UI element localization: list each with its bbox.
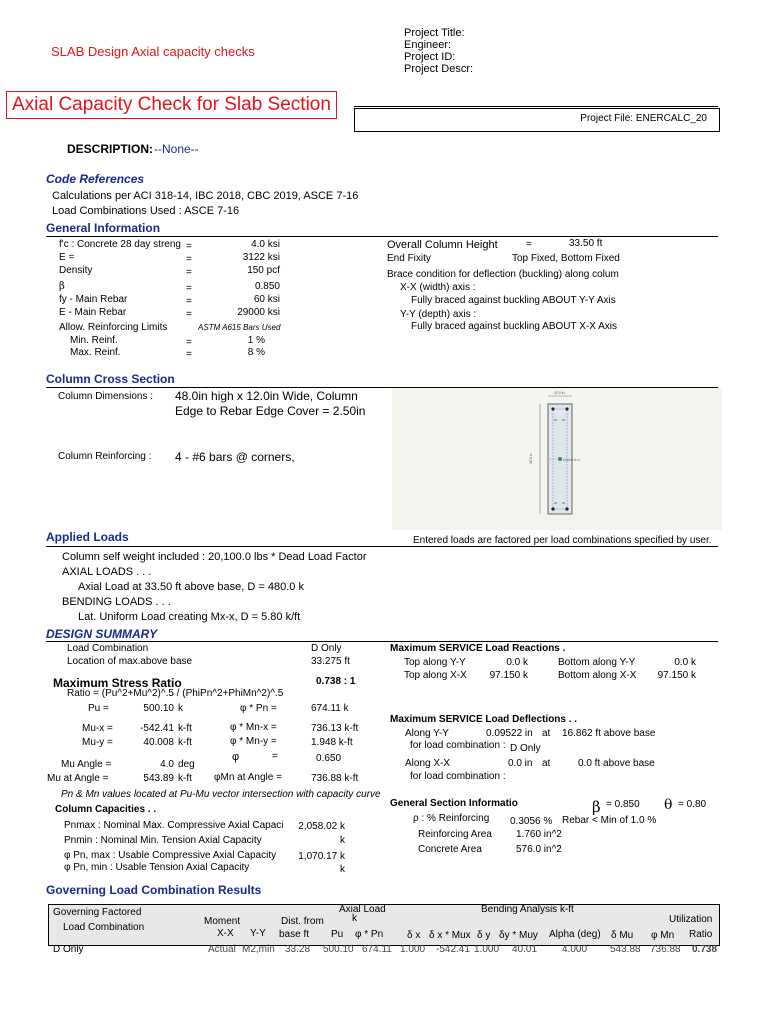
th-axial-unit: k (352, 913, 357, 924)
phi-label: φ (232, 751, 240, 763)
reaction-top-yy-label: Top along Y-Y (404, 657, 466, 668)
bar-label-bottom-left: #6 (554, 501, 558, 505)
gsi-beta-symbol: β (592, 798, 601, 816)
row-dy: 1.000 (474, 944, 500, 955)
defl-yy-combo: D Only (510, 743, 541, 754)
deflections-heading: Maximum SERVICE Load Deflections . . (390, 714, 578, 725)
row-ratio: 0.738 (692, 944, 718, 955)
defl-yy-at: at (542, 728, 551, 739)
th-load-combination: Load Combination (63, 922, 145, 933)
pnmax-value: 2,058.02 k (298, 821, 345, 832)
reinf-spec: ASTM A615 Bars Used (198, 323, 281, 332)
bending-load-line: Lat. Uniform Load creating Mx-x, D = 5.80 k/ft (78, 611, 301, 623)
mn-at-angle-value: 736.88 k-ft (311, 773, 359, 784)
applied-loads-note: Entered loads are factored per load combinations specified by user. (413, 535, 712, 546)
col-height-value: 33.50 ft (569, 238, 603, 249)
axial-loads-title: AXIAL LOADS . . . (62, 566, 152, 578)
phi-eq: = (272, 751, 278, 762)
max-reinf-label: Max. Reinf. (70, 347, 121, 358)
defl-xx-at: at (542, 758, 551, 769)
th-dxmux: δ x * Mux (429, 930, 471, 941)
rebar-bar-1 (551, 407, 554, 410)
side-dim-text: 48.0 in (529, 453, 533, 464)
defl-yy-combo-label: for load combination : (410, 740, 506, 751)
project-info (404, 27, 473, 75)
row-dmu: 543.88 (610, 944, 641, 955)
pnmin-value: k (340, 835, 345, 846)
load-point-marker (558, 457, 562, 461)
design-summary-heading: DESIGN SUMMARY (46, 627, 158, 641)
reinf-limits-label: Allow. Reinforcing Limits (59, 322, 168, 333)
mux-unit: k-ft (178, 723, 192, 734)
general-props-labels (59, 238, 181, 319)
brace-label: Brace condition for deflection (buckling) along colum (387, 269, 619, 280)
phipnmax-label: φ Pn, max : Usable Compressive Axial Capacity (64, 850, 277, 861)
mux-value: -542.41 (140, 723, 174, 734)
col-reinf-value: 4 - #6 bars @ corners, (175, 450, 295, 464)
rebar-bar-4 (565, 507, 568, 510)
load-point-text: Load Pt X=0 (563, 458, 580, 462)
project-descr-label: Project Descr: (404, 63, 474, 75)
defl-xx-value: 0.0 in (508, 758, 533, 769)
beta-value: 0.850 (254, 281, 280, 292)
engineer-label: Engineer: (404, 39, 452, 51)
th-dmu: δ Mu (611, 930, 634, 941)
governing-table-header (48, 904, 720, 946)
description-label: DESCRIPTION: (67, 142, 154, 156)
th-dy: δ y (477, 930, 491, 941)
th-axial-load: Axial Load (339, 904, 386, 915)
gsi-heading: General Section Informatio (390, 798, 518, 809)
pnmin-label: Pnmin : Nominal Min. Tension Axial Capacity (64, 835, 262, 846)
th-phimn: φ Mn (651, 930, 675, 941)
reinf-area-label: Reinforcing Area (418, 829, 492, 840)
gsi-theta-value: = 0.80 (678, 799, 707, 810)
th-phipn: φ * Pn (355, 929, 384, 940)
governing-heading: Governing Load Combination Results (46, 883, 262, 897)
rho-note: Rebar < Min of 1.0 % (562, 815, 657, 826)
defl-yy-label: Along Y-Y (405, 728, 449, 739)
reinf-area-value: 1.760 in^2 (516, 829, 562, 840)
th-base-ft: base ft (279, 929, 310, 940)
conc-area-value: 576.0 in^2 (516, 844, 562, 855)
rebar-bar-2 (565, 407, 568, 410)
beta-eq: = (186, 283, 192, 294)
code-refs-line1: Calculations per ACI 318-14, IBC 2018, CBC 2019, ASCE 7-16 (52, 190, 359, 202)
e-rebar-value: 29000 ksi (237, 307, 280, 318)
phimnx-label: φ * Mn-x = (230, 722, 277, 733)
section-svg (392, 388, 722, 530)
ratio-formula: Ratio = (Pu^2+Mu^2)^.5 / (PhiPn^2+PhiMn^2)^.5 (67, 688, 284, 699)
reaction-top-xx-value: 97.150 k (489, 670, 528, 681)
fy-label: fy - Main Rebar (59, 294, 128, 305)
applied-loads-heading: Applied Loads (46, 530, 129, 544)
row-dx: 1.000 (400, 944, 426, 955)
yy-axis-value: Fully braced against buckling ABOUT X-X Axis (411, 321, 618, 332)
mu-angle-label: Mu Angle = (61, 759, 112, 770)
page-title: Axial Capacity Check for Slab Section (6, 91, 337, 119)
gsi-theta-symbol: θ (664, 797, 673, 813)
general-props-values (220, 238, 280, 319)
col-dim-line1: 48.0in high x 12.0in Wide, Column (175, 389, 358, 403)
phimny-value: 1.948 k-ft (311, 737, 353, 748)
row-xx: Actual (208, 944, 236, 955)
col-dim-label: Column Dimensions : (58, 391, 154, 402)
defl-yy-value: 0.09522 in (486, 728, 533, 739)
reactions-heading: Maximum SERVICE Load Reactions . (390, 643, 566, 654)
pu-value: 500.10 (143, 703, 174, 714)
mu-at-angle-label: Mu at Angle = (47, 773, 109, 784)
bending-loads-title: BENDING LOADS . . . (62, 596, 171, 608)
fc-value: 4.0 ksi (251, 239, 280, 250)
col-height-label: Overall Column Height (387, 239, 498, 251)
muy-value: 40.008 (143, 737, 174, 748)
beta-label: β (59, 281, 65, 292)
th-utilization: Utilization (669, 914, 713, 925)
reaction-top-xx-label: Top along X-X (404, 670, 467, 681)
th-governing-factored: Governing Factored (53, 907, 142, 918)
th-dist-from: Dist. from (281, 916, 324, 927)
xx-axis-label: X-X (width) axis : (400, 282, 476, 293)
col-dim-line2: Edge to Rebar Edge Cover = 2.50in (175, 404, 366, 418)
phipn-value: 674.11 k (311, 703, 349, 714)
cross-section-heading: Column Cross Section (46, 372, 175, 386)
phimnx-value: 736.13 k-ft (311, 723, 359, 734)
code-references-heading: Code References (46, 172, 145, 186)
defl-yy-location: 16.862 ft above base (562, 728, 656, 739)
row-combo: D Only (53, 944, 84, 955)
bar-label-top-left: #6 (554, 418, 558, 422)
fc-eq: = (186, 241, 192, 252)
density-label: Density (59, 265, 93, 276)
xx-axis-value: Fully braced against buckling ABOUT Y-Y Axis (411, 295, 616, 306)
th-alpha: Alpha (deg) (549, 929, 601, 940)
project-id-label: Project ID: (404, 51, 456, 63)
row-dist: 33.28 (285, 944, 311, 955)
th-xx: X-X (217, 928, 234, 939)
muy-unit: k-ft (178, 737, 192, 748)
load-combo-value: D Only (311, 643, 342, 654)
location-label: Location of max.above base (67, 656, 193, 667)
gsi-beta-value: = 0.850 (606, 799, 640, 810)
conc-area-label: Concrete Area (418, 844, 482, 855)
bar-label-top-right: #6 (562, 418, 566, 422)
general-info-heading: General Information (46, 221, 161, 235)
pu-unit: k (178, 703, 183, 714)
th-moment: Moment (204, 916, 241, 927)
muy-label: Mu-y = (82, 737, 113, 748)
project-file-bar (354, 108, 720, 132)
density-value: 150 pcf (247, 265, 280, 276)
fc-label: f'c : Concrete 28 day streng (59, 239, 181, 250)
column-capacities-heading: Column Capacities . . (55, 804, 157, 815)
row-phimn: 736.88 (650, 944, 681, 955)
location-value: 33.275 ft (311, 656, 350, 667)
reaction-bottom-xx-value: 97.150 k (657, 670, 696, 681)
col-reinf-label: Column Reinforcing : (58, 451, 152, 462)
row-dymuy: 40.01 (512, 944, 538, 955)
yy-axis-label: Y-Y (depth) axis : (400, 309, 477, 320)
fy-eq: = (186, 296, 192, 307)
rho-value: 0.3056 % (510, 816, 553, 827)
min-reinf-eq: = (186, 337, 192, 348)
code-refs-line2: Load Combinations Used : ASCE 7-16 (52, 205, 240, 217)
bar-label-bottom-right: #6 (562, 501, 566, 505)
max-reinf-value: 8 % (247, 347, 265, 358)
max-stress-ratio-label: Maximum Stress Ratio (53, 676, 182, 690)
e-label: E = (59, 252, 75, 263)
load-combo-label: Load Combination (67, 643, 149, 654)
phipnmax-value: 1,070.17 k (298, 851, 345, 862)
e-rebar-eq: = (186, 309, 192, 320)
col-height-eq: = (526, 239, 532, 250)
end-fixity-label: End Fixity (387, 253, 431, 264)
density-eq: = (186, 267, 192, 278)
end-fixity-value: Top Fixed, Bottom Fixed (512, 253, 620, 264)
fy-value: 60 ksi (253, 294, 280, 305)
project-file-label: Project File: ENERCALC_20 (580, 113, 707, 124)
phipnmin-label: φ Pn, min : Usable Tension Axial Capacity (64, 862, 250, 873)
th-yy: Y-Y (250, 928, 266, 939)
top-dim-text: 12.0 in (554, 391, 565, 395)
self-weight-line: Column self weight included : 20,100.0 lbs * Dead Load Factor (62, 551, 367, 563)
rho-label: ρ : % Reinforcing (413, 813, 490, 824)
mu-at-angle-value: 543.89 (143, 773, 174, 784)
axial-load-line: Axial Load at 33.50 ft above base, D = 480.0 k (78, 581, 304, 593)
row-alpha: 4.000 (562, 944, 588, 955)
mu-angle-value: 4.0 (160, 759, 174, 770)
e-rebar-label: E - Main Rebar (59, 307, 127, 318)
defl-xx-location: 0.0 ft above base (578, 758, 655, 769)
phipn-label: φ * Pn = (240, 703, 277, 714)
th-dymuy: δy * Muy (499, 930, 538, 941)
project-title-label: Project Title: (404, 27, 465, 39)
th-dx: δ x (407, 930, 421, 941)
row-phipn: 674.11 (362, 944, 392, 955)
th-pu: Pu (331, 929, 344, 940)
th-ratio: Ratio (689, 929, 713, 940)
phipnmin-value: k (340, 864, 345, 875)
reaction-top-yy-value: 0.0 k (506, 657, 528, 668)
e-eq: = (186, 254, 192, 265)
min-reinf-label: Min. Reinf. (70, 335, 118, 346)
pnmax-label: Pnmax : Nominal Max. Compressive Axial Capaci (64, 820, 284, 831)
defl-xx-combo-label: for load combination : (410, 771, 506, 782)
mu-at-angle-unit: k-ft (178, 773, 192, 784)
phimny-label: φ * Mn-y = (230, 736, 277, 747)
page-subtitle: SLAB Design Axial capacity checks (51, 44, 255, 59)
mux-label: Mu-x = (82, 723, 113, 734)
row-yy: M2,min (242, 944, 275, 955)
max-stress-ratio-value: 0.738 : 1 (316, 676, 356, 687)
min-reinf-value: 1 % (247, 335, 265, 346)
row-pu: 500.10 (323, 944, 354, 955)
mn-at-angle-label: φMn at Angle = (214, 772, 282, 783)
rebar-bar-3 (551, 507, 554, 510)
reaction-bottom-yy-label: Bottom along Y-Y (558, 657, 636, 668)
general-props-eq (186, 240, 192, 321)
reaction-bottom-yy-value: 0.0 k (674, 657, 696, 668)
row-dxmux: -542.41 (436, 944, 470, 955)
reaction-bottom-xx-label: Bottom along X-X (558, 670, 637, 681)
pn-mn-note: Pn & Mn values located at Pu-Mu vector intersection with capacity curve (61, 789, 381, 800)
defl-xx-label: Along X-X (405, 758, 451, 769)
th-bending-analysis: Bending Analysis k-ft (481, 904, 574, 915)
phi-value: 0.650 (316, 753, 342, 764)
max-reinf-eq: = (186, 349, 192, 360)
column-section-drawing (392, 388, 722, 530)
e-value: 3122 ksi (242, 252, 280, 263)
pu-label: Pu = (88, 703, 109, 714)
mu-angle-unit: deg (178, 759, 195, 770)
description-value: --None-- (154, 142, 199, 156)
